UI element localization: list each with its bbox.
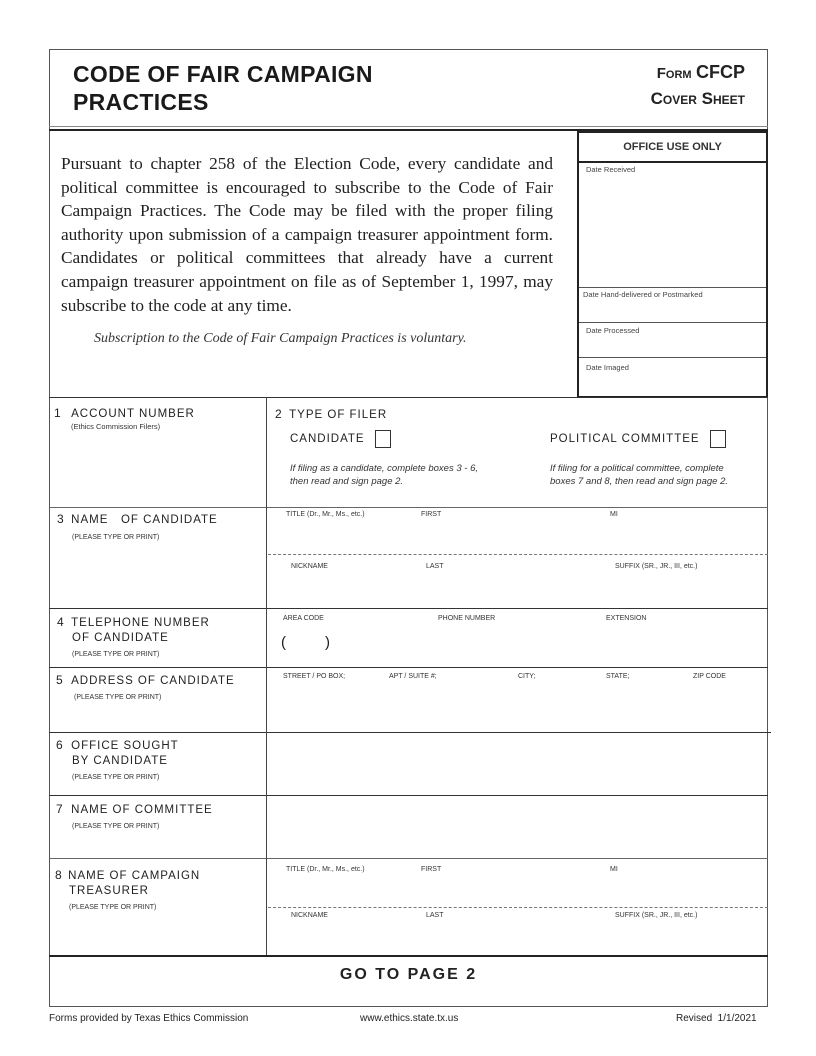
footer-revised: Revised 1/1/2021 <box>676 1013 757 1024</box>
candidate-mi-field[interactable]: MI <box>610 511 618 518</box>
treasurer-first-field[interactable]: FIRST <box>421 866 442 873</box>
candidate-option[interactable] <box>290 430 391 448</box>
candidate-checkbox[interactable] <box>375 430 391 448</box>
committee-label: POLITICAL COMMITTEE <box>550 433 700 446</box>
extension-field[interactable]: EXTENSION <box>606 615 647 622</box>
area-code-paren-close: ) <box>325 634 330 651</box>
footer-website[interactable]: www.ethics.state.tx.us <box>360 1013 459 1024</box>
committee-note: If filing for a political committee, complete boxes 7 and 8, then read and sign page 2. <box>550 463 728 487</box>
header-divider <box>49 126 768 127</box>
go-to-page-2: GO TO PAGE 2 <box>339 966 478 983</box>
committee-checkbox[interactable] <box>710 430 726 448</box>
apt-field[interactable]: APT / SUITE #; <box>389 673 437 680</box>
phone-number-field[interactable]: PHONE NUMBER <box>438 615 496 622</box>
candidate-label: CANDIDATE <box>290 433 365 446</box>
account-number-sub: (Ethics Commission Filers) <box>71 422 161 431</box>
form-prefix: Form <box>656 65 692 82</box>
candidate-last-field[interactable]: LAST <box>426 563 444 570</box>
candidate-suffix-field[interactable]: SUFFIX (SR., JR., III, etc.) <box>615 563 698 570</box>
intro-paragraph: Pursuant to chapter 258 of the Election Code, every candidate and political committee is encouraged to subscribe to the Code of Fair Campaign Practices. The Code may be filed with the proper filing authority upon submission of a campaign treasurer appointment form. Candidates or political committees that already have a current campaign treasurer appointment on file as of September 1, 1997, may subscribe to the code at any time. <box>61 154 553 315</box>
treasurer-nickname-field[interactable]: NICKNAME <box>291 912 328 919</box>
date-imaged-label: Date Imaged <box>586 363 629 372</box>
area-code-field[interactable]: AREA CODE <box>283 615 324 622</box>
committee-name-input[interactable] <box>268 797 766 857</box>
area-code-paren-open: ( <box>281 634 286 651</box>
candidate-title-field[interactable]: TITLE (Dr., Mr., Ms., etc.) <box>286 511 365 518</box>
type-of-filer-label: TYPE OF FILER <box>289 409 388 421</box>
form-subtitle: Cover Sheet <box>650 89 745 108</box>
treasurer-title-field[interactable]: TITLE (Dr., Mr., Ms., etc.) <box>286 866 365 873</box>
section-type-of-filer: 2 TYPE OF FILER <box>275 407 388 421</box>
section-name-of-candidate: 3 NAME OF CANDIDATE (PLEASE TYPE OR PRINT) <box>57 512 218 541</box>
section-telephone: 4 TELEPHONE NUMBER OF CANDIDATE (PLEASE TYPE OR PRINT) <box>57 615 210 658</box>
candidate-first-field[interactable]: FIRST <box>421 511 442 518</box>
section-account-number: 1 ACCOUNT NUMBER (Ethics Commission Filers) <box>54 406 195 431</box>
date-hand-delivered-label: Date Hand-delivered or Postmarked <box>583 290 703 299</box>
date-received-label: Date Received <box>586 165 636 174</box>
candidate-nickname-field[interactable]: NICKNAME <box>291 563 328 570</box>
office-sought-input[interactable] <box>268 734 766 794</box>
candidate-note: If filing as a candidate, complete boxes 3 - 6, then read and sign page 2. <box>290 463 478 487</box>
city-field[interactable]: CITY; <box>518 673 536 680</box>
office-use-box <box>577 131 768 398</box>
section-address: 5 ADDRESS OF CANDIDATE (PLEASE TYPE OR PRINT) <box>56 673 235 701</box>
date-processed-label: Date Processed <box>586 326 640 335</box>
title-line-2: PRACTICES <box>73 89 209 115</box>
committee-option[interactable] <box>550 430 726 448</box>
section-treasurer: 8 NAME OF CAMPAIGN TREASURER (PLEASE TYPE OR PRINT) <box>55 868 201 911</box>
zip-field[interactable]: ZIP CODE <box>693 673 726 680</box>
form-id <box>600 60 745 111</box>
title-line-1: CODE OF FAIR CAMPAIGN <box>73 61 373 87</box>
treasurer-suffix-field[interactable]: SUFFIX (SR., JR., III, etc.) <box>615 912 698 919</box>
treasurer-mi-field[interactable]: MI <box>610 866 618 873</box>
voluntary-note: Subscription to the Code of Fair Campaign Practices is voluntary. <box>94 331 467 346</box>
state-field[interactable]: STATE; <box>606 673 630 680</box>
form-title <box>73 60 373 116</box>
section-committee-name: 7 NAME OF COMMITTEE (PLEASE TYPE OR PRINT) <box>56 802 213 830</box>
footer-provider: Forms provided by Texas Ethics Commission <box>49 1013 249 1024</box>
form-code: CFCP <box>696 62 745 82</box>
section-office-sought: 6 OFFICE SOUGHT BY CANDIDATE (PLEASE TYPE OR PRINT) <box>56 738 179 781</box>
account-number-label: ACCOUNT NUMBER <box>71 408 195 420</box>
office-use-heading: OFFICE USE ONLY <box>579 133 766 163</box>
treasurer-last-field[interactable]: LAST <box>426 912 444 919</box>
street-field[interactable]: STREET / PO BOX; <box>283 673 346 680</box>
